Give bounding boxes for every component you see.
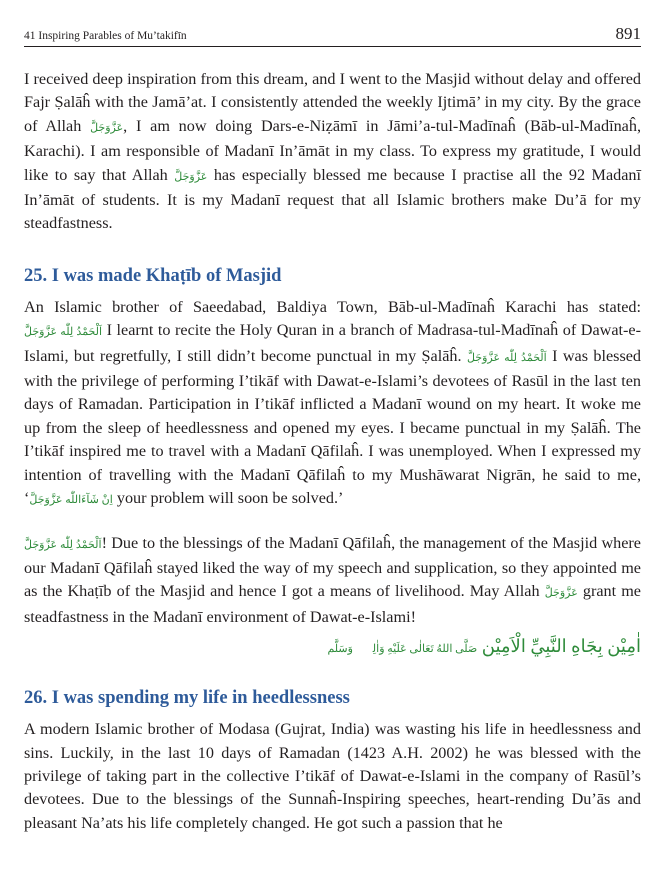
arabic-alhamdulillah: اَلْحَمْدُ لِلّٰه عَزَّوَجَلَّ: [24, 326, 103, 339]
arabic-in-sha-allah: اِنْ شَآءَاللّٰه عَزَّوَجَلَّ: [29, 494, 113, 507]
page-header: [24, 0, 641, 47]
arabic-azza-wa-jall: عَزَّوَجَلَّ: [174, 170, 208, 183]
arabic-alhamdulillah: اَلْحَمْدُ لِلّٰه عَزَّوَجَلَّ: [24, 538, 102, 551]
section-heading-26: 26. I was spending my life in heedlessness: [24, 688, 350, 709]
running-title: 41 Inspiring Parables of Mu’takifīn: [24, 30, 187, 42]
arabic-alhamdulillah: اَلْحَمْدُ لِلّٰه عَزَّوَجَلَّ: [466, 351, 547, 364]
arabic-ameen: اٰمِيْن بِجَاهِ النَّبِيِّ الْاَمِيْن: [481, 636, 641, 657]
section26-paragraph-1: A modern Islamic brother of Modasa (Gujrat, India) was wasting his life in heedlessness and sins. Luckily, in the last 10 days of Ramadan (1423 A.H. 2002) he was blessed with the privilege of taking part in the collective I’tikāf of Dawat-e-Islami in the company of Rasūl’s devotees. Due to the blessings of the Sunnaĥ-Inspiring speeches, heart-rending Du’ās and pleasant Na’ats his life completely changed. He got such a passion that he: [24, 720, 641, 832]
section25-paragraph-2: اَلْحَمْدُ لِلّٰه عَزَّوَجَلَّ! Due to the blessings of the Madanī Qāfilaĥ, the management of the Masjid where our Madanī Qāfilaĥ stayed liked the way of my speech and supplication, so they appointed me as the Khaṭīb of the Masjid and hence I got a means of livelihood. May Allah عَزَّوَجَلَّ grant me steadfastness in the Madanī environment of Dawat-e-Islami!: [24, 533, 641, 626]
arabic-salawat: صَلَّى اللهُ تَعَالٰى عَلَيْهِ وَاٰلِهٖ وَسَلَّم: [327, 643, 478, 656]
intro-paragraph: I received deep inspiration from this dream, and I went to the Masjid without delay and offered Fajr Ṣalāĥ with the Jamā’at. I consistently attended the weekly Ijtimā’ in my city. By the grace of Allah عَزَّوَجَلَّ, I am now doing Dars-e-Niẓāmī in Jāmi’a-tul-Madīnaĥ (Bāb-ul-Madīnaĥ, Karachi). I am responsible of Madanī In’āmāt in my class. To express my gratitude, I would like to say that Allah عَزَّوَجَلَّ has especially blessed me because I practise all the 92 Madanī In’āmāt of students. It is my Madanī request that all Islamic brothers make Du’ā for my steadfastness.: [24, 70, 642, 233]
arabic-azza-wa-jall: عَزَّوَجَلَّ: [90, 121, 124, 134]
section25-paragraph-1: An Islamic brother of Saeedabad, Baldiya Town, Bāb-ul-Madīnaĥ Karachi has stated: اَلْحَمْدُ لِلّٰه عَزَّوَجَلَّ I learnt to recite the Holy Quran in a branch of Madrasa-tul-Madīnaĥ of Dawat-e-Islami, but regretfully, I still didn’t become punctual in my Ṣalāĥ. اَلْحَمْدُ لِلّٰه عَزَّوَجَلَّ I was blessed with the privilege of performing I’tikāf with Dawat-e-Islami’s devotees of Rasūl in the last ten days of Ramadan. Participation in I’tikāf inflicted a Madanī wound on my heart. It woke me up from the sleep of heedlessness and opened my eyes. I became punctual in my Ṣalāĥ. The I’tikāf inspired me to travel with a Madanī Qāfilaĥ. I was unemployed. When I expressed my intention of travelling with the Madanī Qāfilaĥ to my Mushāwarat Nigrān, he said to me, ‘اِنْ شَآءَاللّٰه عَزَّوَجَلَّ your problem will soon be solved.’: [24, 297, 642, 508]
section-heading-25: 25. I was made Khaṭīb of Masjid: [24, 265, 282, 286]
ameen-supplication: [24, 631, 641, 664]
page-body: [24, 68, 641, 835]
page-number: 891: [615, 24, 641, 43]
arabic-azza-wa-jall: عَزَّوَجَلَّ: [544, 587, 578, 600]
